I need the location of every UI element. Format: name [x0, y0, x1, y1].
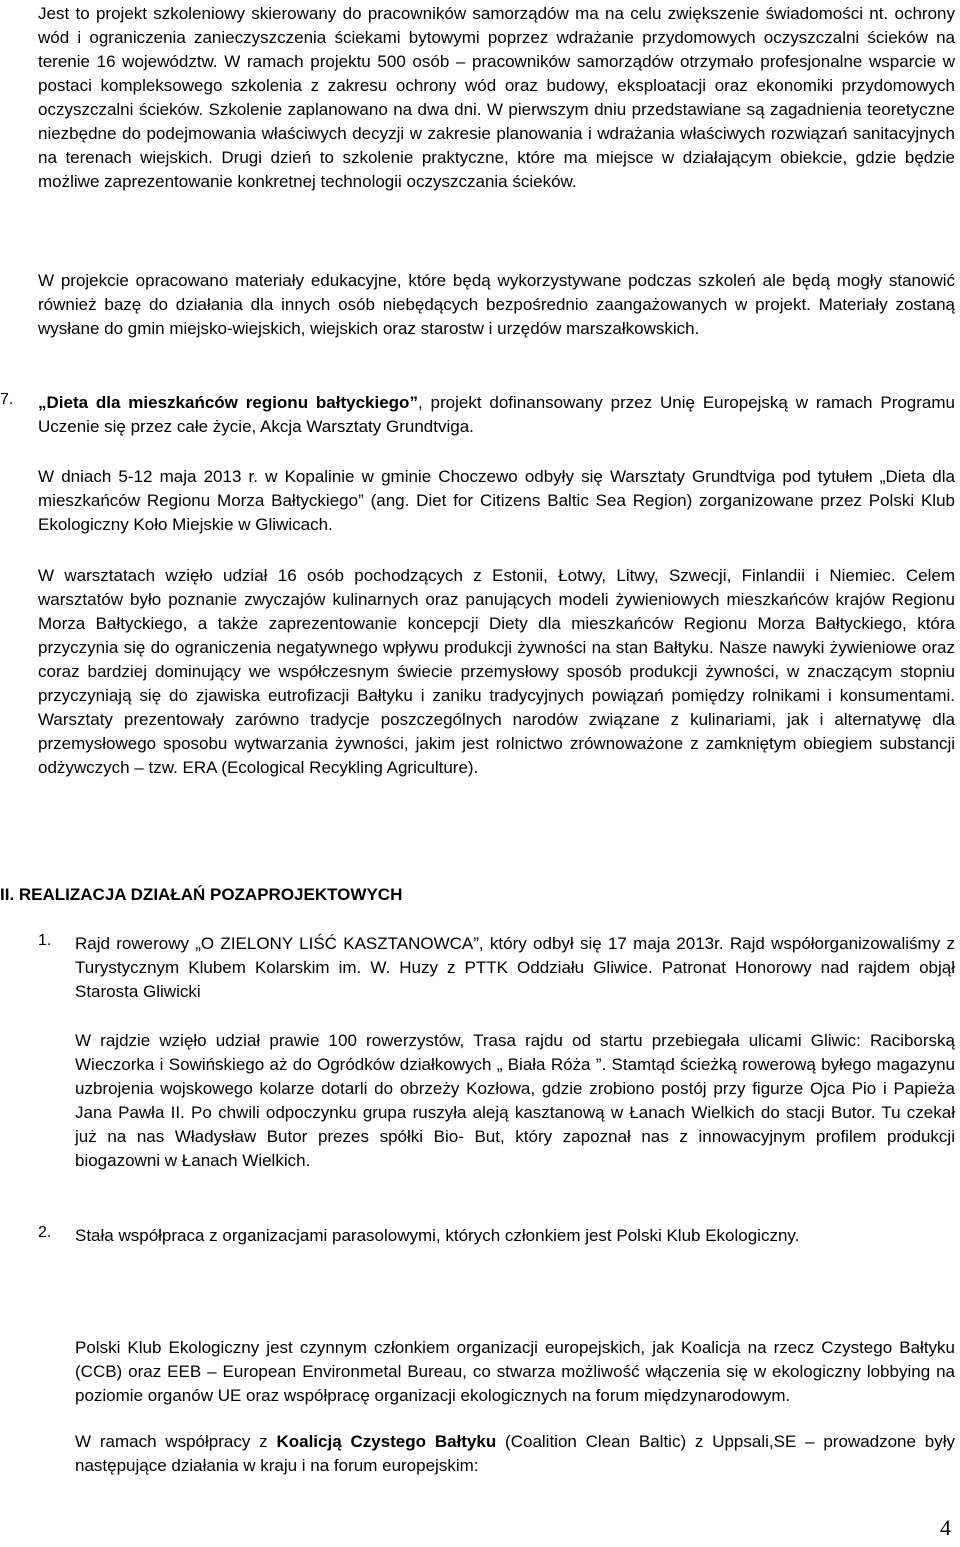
paragraph-educational-materials — [38, 269, 955, 341]
list-item-title: „Dieta dla mieszkańców regionu bałtyckiego” — [38, 393, 418, 412]
list-item-1 — [38, 932, 955, 1004]
list-item-text: Stała współpraca z organizacjami parasolowymi, których członkiem jest Polski Klub Ekologiczny. — [75, 1226, 800, 1245]
paragraph-text: W projekcie opracowano materiały edukacyjne, które będą wykorzystywane podczas szkoleń ale będą mogły stanowić również bazę do działania dla innych osób niebędących bezpośrednio zaangażowanych w projekt. Materiały zostaną wysłane do gmin miejsko-wiejskich, wiejskich oraz starostw i urzędów marszałkowskich. — [38, 271, 955, 338]
paragraph-ccb-cooperation — [75, 1430, 955, 1478]
text-after: (Coalition Clean Baltic) z Uppsali,SE – prowadzone były następujące działania w kraju i na forum europejskim: — [75, 1432, 955, 1475]
paragraph-project-description — [38, 2, 955, 194]
paragraph-club-membership — [75, 1336, 955, 1408]
paragraph-text — [75, 1430, 955, 1478]
list-item-text — [38, 391, 955, 439]
list-item-2 — [38, 1224, 955, 1248]
paragraph-bike-rally — [75, 1029, 955, 1173]
list-item-number: 1. — [38, 932, 52, 949]
list-item-7 — [0, 391, 955, 439]
section-heading: II. REALIZACJA DZIAŁAŃ POZAPROJEKTOWYCH — [0, 885, 403, 904]
text-before: W ramach współpracy z — [75, 1432, 277, 1451]
list-item-text: Rajd rowerowy „O ZIELONY LIŚĆ KASZTANOWCA”, który odbył się 17 maja 2013r. Rajd współorganizowaliśmy z Turystycznym Klubem Kolarskim im. W. Huzy z PTTK Oddziału Gliwice. Patronat Honorowy nad rajdem objął Starosta Gliwicki — [75, 934, 955, 1001]
text-bold: Koalicją Czystego Bałtyku — [276, 1432, 497, 1451]
paragraph-workshop-dates — [38, 465, 955, 537]
paragraph-text: Polski Klub Ekologiczny jest czynnym członkiem organizacji europejskich, jak Koalicja na rzecz Czystego Bałtyku (CCB) oraz EEB – European Environmetal Bureau, co stwarza możliwość włączenia się w ekologiczny lobbying na poziomie organów UE oraz współpracę organizacji ekologicznych na forum międzynarodowym. — [75, 1338, 955, 1405]
list-item-rest: , projekt dofinansowany przez Unię Europejską w ramach Programu Uczenie się przez całe życie, Akcja Warsztaty Grundtviga. — [38, 393, 955, 436]
paragraph-text: W warsztatach wzięło udział 16 osób pochodzących z Estonii, Łotwy, Litwy, Szwecji, Finlandii i Niemiec. Celem warsztatów było poznanie zwyczajów kulinarnych oraz panujących modeli żywieniowych mieszkańców krajów Regionu Morza Bałtyckiego, a także zaprezentowanie koncepcji Diety dla mieszkańców Regionu Morza Bałtyckiego, która przyczynia się do ograniczenia negatywnego wpływu produkcji żywności na stan Bałtyku. Nasze nawyki żywieniowe oraz coraz bardziej dominujący we współczesnym świecie przemysłowy sposób produkcji żywności, w znaczącym stopniu przyczyniają się do zjawiska eutrofizacji Bałtyku i zaniku tradycyjnych powiązań pomiędzy rolnikami i konsumentami. Warsztaty prezentowały zarówno tradycje poszczególnych narodów związane z kulinariami, jak i alternatywę dla przemysłowego sposobu wytwarzania żywności, jakim jest rolnictwo zrównoważone z zamkniętym obiegiem substancji odżywczych – tzw. ERA (Ecological Recykling Agriculture). — [38, 566, 955, 777]
list-item-number: 7. — [0, 391, 14, 408]
paragraph-text: W rajdzie wzięło udział prawie 100 rowerzystów, Trasa rajdu od startu przebiegała ulicami Gliwic: Raciborską Wieczorka i Sowińskiego aż do Ogródków działkowych „ Biała Róża ”. Stamtąd ścieżką rowerową byłego magazynu uzbrojenia wojskowego kolarze dotarli do obrzeży Kozłowa, gdzie zrobiono postój przy figurze Ojca Pio i Papieża Jana Pawła II. Po chwili odpoczynku grupa ruszyła aleją kasztanową w Łanach Wielkich do stacji Butor. Tu czekał już na nas Władysław Butor prezes spółki Bio- But, który zapoznał nas z innowacyjnym profilem produkcji biogazowni w Łanach Wielkich. — [75, 1031, 955, 1170]
paragraph-text: W dniach 5-12 maja 2013 r. w Kopalinie w gminie Choczewo odbyły się Warsztaty Grundtviga pod tytułem „Dieta dla mieszkańców Regionu Morza Bałtyckiego” (ang. Diet for Citizens Baltic Sea Region) zorganizowane przez Polski Klub Ekologiczny Koło Miejskie w Gliwicach. — [38, 467, 955, 534]
paragraph-text: Jest to projekt szkoleniowy skierowany do pracowników samorządów ma na celu zwiększenie świadomości nt. ochrony wód i ograniczenia zanieczyszczenia ściekami bytowymi poprzez wdrażanie przydomowych oczyszczalni ścieków na terenie 16 województw. W ramach projektu 500 osób – pracowników samorządów otrzymało profesjonalne wsparcie w postaci kompleksowego szkolenia z zakresu ochrony wód oraz budowy, eksploatacji oraz ekonomiki przydomowych oczyszczalni ścieków. Szkolenie zaplanowano na dwa dni. W pierwszym dniu przedstawiane są zagadnienia teoretyczne niezbędne do podejmowania właściwych decyzji w zakresie planowania i wdrażania właściwych rozwiązań sanitacyjnych na terenach wiejskich. Drugi dzień to szkolenie praktyczne, które ma miejsce w działającym obiekcie, gdzie będzie możliwe zaprezentowanie konkretnej technologii oczyszczania ścieków. — [38, 4, 955, 191]
list-item-number: 2. — [38, 1224, 52, 1241]
paragraph-workshop-details — [38, 564, 955, 780]
page-number: 4 — [940, 1515, 951, 1540]
